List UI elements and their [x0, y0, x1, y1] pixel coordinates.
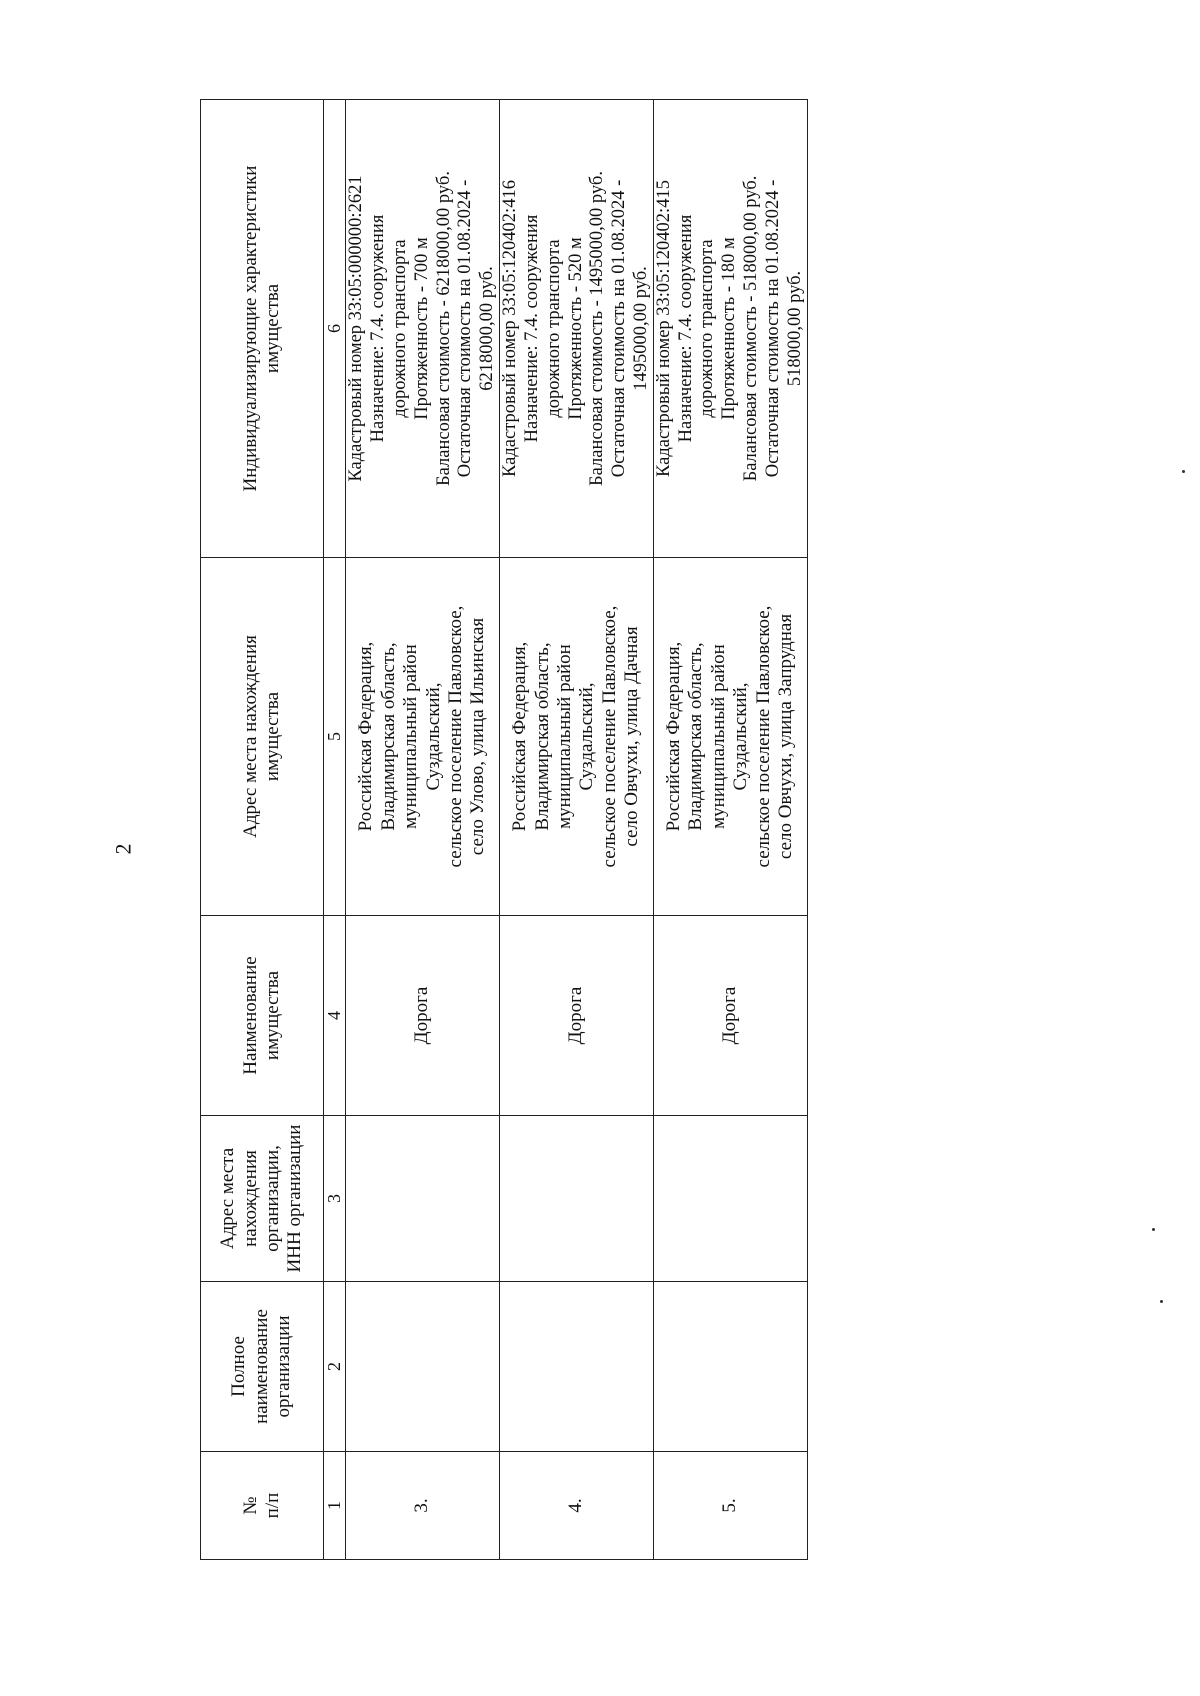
header-cell: [201, 100, 324, 558]
column-number-row: [324, 100, 346, 1560]
header-label-line: Адрес места нахождения: [239, 635, 261, 838]
cell-text-line: дорожного транспорта: [543, 239, 564, 418]
cell-text-line: Владимирская область,: [685, 642, 707, 831]
cell-text-line: муниципальный район: [554, 644, 576, 829]
cell-text-line: Назначение: 7.4. сооружения: [521, 214, 542, 443]
cell-text-line: Кадастровый номер 33:05:120402:416: [500, 180, 521, 477]
cell-text-line: Кадастровый номер 33:05:000000:2621: [346, 175, 367, 482]
property-address-cell: [500, 558, 654, 916]
header-label-line: №: [239, 1496, 261, 1515]
header-label-line: ИНН организации: [284, 1124, 306, 1273]
row-number: 4.: [500, 1452, 654, 1560]
cell-text-line: Российская Федерация,: [355, 641, 377, 832]
cell-text-line: сельское поселение Павловское,: [752, 605, 774, 868]
cell-text-line: Балансовая стоимость - 6218000,00 руб.: [433, 171, 454, 486]
cell-text-line: дорожного транспорта: [697, 239, 718, 418]
cell-text-line: 518000,00 руб.: [784, 270, 805, 387]
header-label-line: Полное: [228, 1336, 250, 1397]
cell-text-line: муниципальный район: [400, 644, 422, 829]
header-label-line: Индивидуализирующие характеристики: [239, 165, 261, 492]
cell-text-line: Владимирская область,: [377, 642, 399, 831]
cell-text-line: Протяженность - 180 м: [719, 237, 740, 420]
header-cell: [201, 1282, 324, 1452]
cell-text-line: дорожного транспорта: [389, 239, 410, 418]
cell-text-line: Балансовая стоимость - 518000,00 руб.: [741, 175, 762, 482]
cell-text-line: Российская Федерация,: [509, 641, 531, 832]
header-row: [201, 100, 324, 1560]
property-characteristics-cell: [500, 100, 654, 558]
cell-text-line: Остаточная стоимость на 01.08.2024 -: [609, 179, 630, 478]
cell-text-line: Назначение: 7.4. сооружения: [675, 214, 696, 443]
scan-speck: [1182, 470, 1185, 473]
rotated-table-wrapper: [200, 100, 805, 1560]
header-label-line: Наименование: [239, 956, 261, 1075]
property-characteristics-cell: [653, 100, 807, 558]
header-label-line: организации: [273, 1315, 295, 1418]
org-name-cell: [653, 1282, 807, 1452]
cell-text-line: Суздальский,: [730, 682, 752, 791]
org-name-cell: [346, 1282, 500, 1452]
cell-text-line: Кадастровый номер 33:05:120402:415: [653, 180, 674, 477]
cell-text-line: Протяженность - 700 м: [411, 237, 432, 420]
row-number: 5.: [653, 1452, 807, 1560]
property-name-cell: Дорога: [346, 916, 500, 1116]
property-characteristics-cell: [346, 100, 500, 558]
column-number: 5: [324, 558, 346, 916]
header-label-line: п/п: [262, 1492, 283, 1519]
cell-text-line: Суздальский,: [422, 682, 444, 791]
page-number: 2: [110, 843, 136, 855]
column-number: 2: [324, 1282, 346, 1452]
cell-text-line: сельское поселение Павловское,: [598, 605, 620, 868]
header-label-line: наименование: [250, 1309, 272, 1424]
property-address-cell: [653, 558, 807, 916]
cell-text-line: Остаточная стоимость на 01.08.2024 -: [455, 179, 476, 478]
cell-text-line: сельское поселение Павловское,: [445, 605, 467, 868]
property-name-cell: Дорога: [500, 916, 654, 1116]
property-address-cell: [346, 558, 500, 916]
table-row: [346, 100, 500, 1560]
org-address-cell: [346, 1116, 500, 1282]
property-registry-table: [200, 99, 808, 1560]
cell-text-line: Остаточная стоимость на 01.08.2024 -: [762, 179, 783, 478]
header-cell: [201, 916, 324, 1116]
cell-text-line: село Овчухи, улица Дачная: [621, 626, 643, 847]
scan-speck: [1160, 1300, 1163, 1303]
cell-text-line: Российская Федерация,: [663, 641, 684, 832]
scan-speck: [1152, 1228, 1155, 1231]
row-number: 3.: [346, 1452, 500, 1560]
org-address-cell: [500, 1116, 654, 1282]
cell-text-line: Балансовая стоимость - 1495000,00 руб.: [587, 171, 608, 486]
cell-text-line: Назначение: 7.4. сооружения: [368, 214, 389, 443]
cell-text-line: 6218000,00 руб.: [477, 266, 498, 391]
table-row: [653, 100, 807, 1560]
header-cell: [201, 558, 324, 916]
header-label-line: имущества: [262, 283, 283, 374]
header-label-line: имущества: [262, 970, 283, 1061]
org-name-cell: [500, 1282, 654, 1452]
cell-text-line: Протяженность - 520 м: [565, 237, 586, 420]
column-number: 4: [324, 916, 346, 1116]
cell-text-line: село Улово, улица Ильинская: [467, 617, 489, 856]
cell-text-line: Суздальский,: [576, 682, 598, 791]
header-label-line: организации,: [262, 1145, 283, 1252]
header-cell: [201, 1452, 324, 1560]
header-label-line: нахождения: [239, 1150, 261, 1247]
table-row: [500, 100, 654, 1560]
cell-text-line: село Овчухи, улица Запрудная: [775, 613, 797, 860]
column-number: 3: [324, 1116, 346, 1282]
cell-text-line: 1495000,00 руб.: [631, 266, 651, 391]
header-cell: [201, 1116, 324, 1282]
org-address-cell: [653, 1116, 807, 1282]
cell-text-line: Владимирская область,: [531, 642, 553, 831]
header-label-line: имущества: [262, 691, 283, 782]
header-label-line: Адрес места: [217, 1147, 239, 1250]
column-number: 6: [324, 100, 346, 558]
column-number: 1: [324, 1452, 346, 1560]
cell-text-line: муниципальный район: [707, 644, 729, 829]
property-name-cell: Дорога: [653, 916, 807, 1116]
